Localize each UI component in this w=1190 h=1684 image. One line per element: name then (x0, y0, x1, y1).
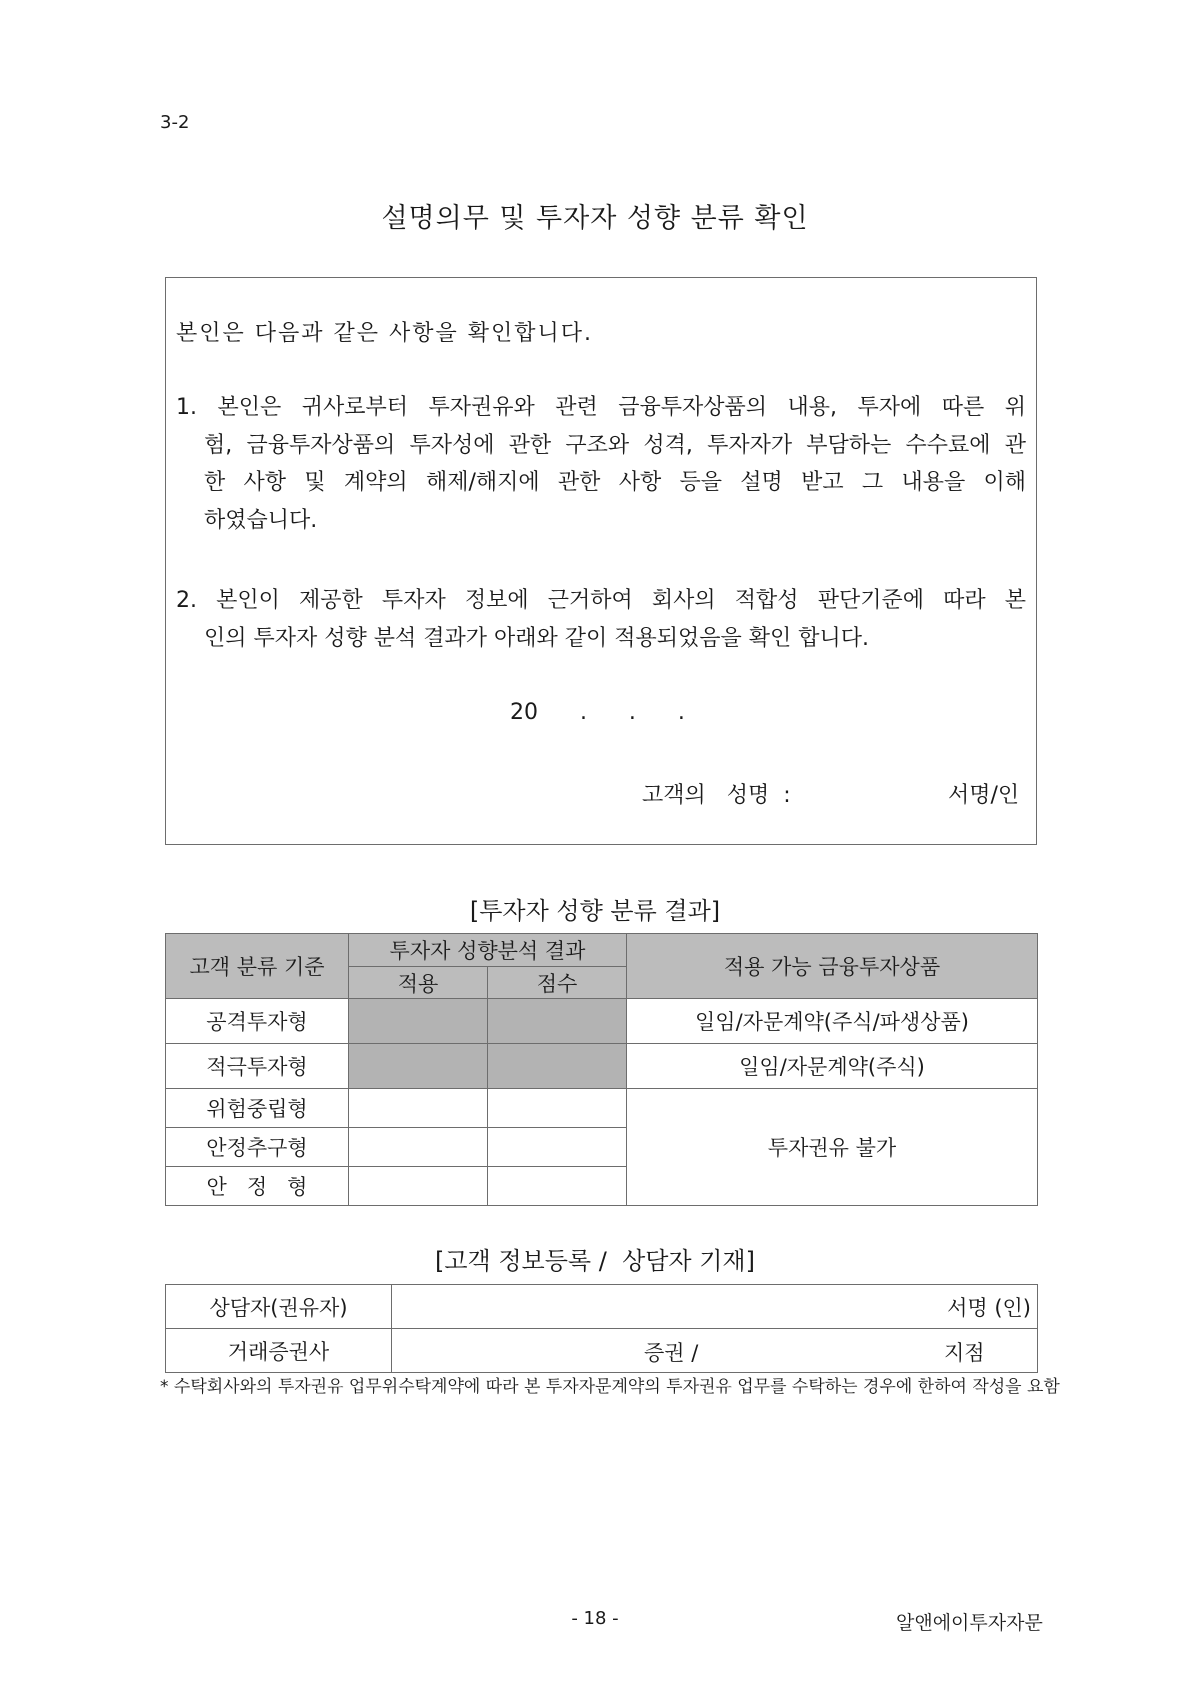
classification-heading: [투자자 성향 분류 결과] (469, 897, 721, 925)
header-analysis-result: 투자자 성향분석 결과 (349, 934, 627, 967)
confirmation-item-2 (176, 582, 1026, 657)
date-line: 20 . . . (510, 700, 685, 725)
broker-value-cell (392, 1329, 1038, 1373)
header-apply: 적용 (349, 967, 488, 999)
confirmation-intro: 본인은 다음과 같은 사항을 확인합니다. (176, 321, 593, 346)
broker-branch: 지점 (944, 1341, 985, 1365)
advisor-label: 상담자(권유자) (166, 1285, 392, 1329)
table-row (166, 1044, 1038, 1089)
header-score: 점수 (488, 967, 627, 999)
customer-name-label: 고객의 성명 : (642, 783, 791, 808)
investor-type: 공격투자형 (166, 999, 349, 1044)
score-cell (488, 999, 627, 1044)
apply-cell (349, 1167, 488, 1206)
table-row (166, 1329, 1038, 1373)
item-1-line-1: 1. 본인은 귀사로부터 투자권유와 관련 금융투자상품의 내용, 투자에 따른 위 (176, 395, 1026, 420)
registration-heading: [고객 정보등록 / 상담자 기재] (435, 1247, 755, 1275)
score-cell (488, 1128, 627, 1167)
section-number: 3-2 (160, 112, 190, 133)
investor-type: 안정추구형 (166, 1128, 349, 1167)
item-1-line-4: 하였습니다. (204, 507, 318, 533)
classification-table (165, 933, 1038, 1206)
company-name: 알앤에이투자자문 (896, 1612, 1043, 1634)
registration-table (165, 1284, 1038, 1373)
broker-securities: 증권 / (644, 1341, 699, 1365)
apply-cell (349, 1044, 488, 1089)
score-cell (488, 1089, 627, 1128)
eligible-products: 일임/자문계약(주식) (627, 1044, 1038, 1089)
apply-cell (349, 1089, 488, 1128)
score-cell (488, 1167, 627, 1206)
footnote: * 수탁회사와의 투자권유 업무위수탁계약에 따라 본 투자자문계약의 투자권유 업무를 수탁하는 경우에 한하여 작성을 요함 (160, 1377, 1060, 1397)
advisor-signature: 서명 (인) (392, 1285, 1038, 1329)
confirmation-box (165, 277, 1037, 845)
item-2-line-1: 2. 본인이 제공한 투자자 정보에 근거하여 회사의 적합성 판단기준에 따라 본 (176, 588, 1026, 613)
item-2-line-2: 인의 투자자 성향 분석 결과가 아래와 같이 적용되었음을 확인 합니다. (204, 625, 869, 651)
table-row (166, 1285, 1038, 1329)
confirmation-item-1 (176, 389, 1026, 539)
apply-cell (349, 999, 488, 1044)
table-row (166, 999, 1038, 1044)
broker-label: 거래증권사 (166, 1329, 392, 1373)
investor-type: 안 정 형 (166, 1167, 349, 1206)
investor-type: 위험중립형 (166, 1089, 349, 1128)
page-number: - 18 - (571, 1608, 619, 1629)
item-1-line-3: 한 사항 및 계약의 해제/해지에 관한 사항 등을 설명 받고 그 내용을 이해 (204, 470, 1026, 495)
document-title: 설명의무 및 투자자 성향 분류 확인 (381, 203, 809, 234)
score-cell (488, 1044, 627, 1089)
no-recommendation: 투자권유 불가 (627, 1089, 1038, 1206)
apply-cell (349, 1128, 488, 1167)
customer-signature-mark: 서명/인 (948, 783, 1020, 808)
table-row (166, 1089, 1038, 1128)
investor-type: 적극투자형 (166, 1044, 349, 1089)
header-criteria: 고객 분류 기준 (166, 934, 349, 999)
eligible-products: 일임/자문계약(주식/파생상품) (627, 999, 1038, 1044)
item-1-line-2: 험, 금융투자상품의 투자성에 관한 구조와 성격, 투자자가 부담하는 수수료에 관 (204, 432, 1026, 458)
header-products: 적용 가능 금융투자상품 (627, 934, 1038, 999)
